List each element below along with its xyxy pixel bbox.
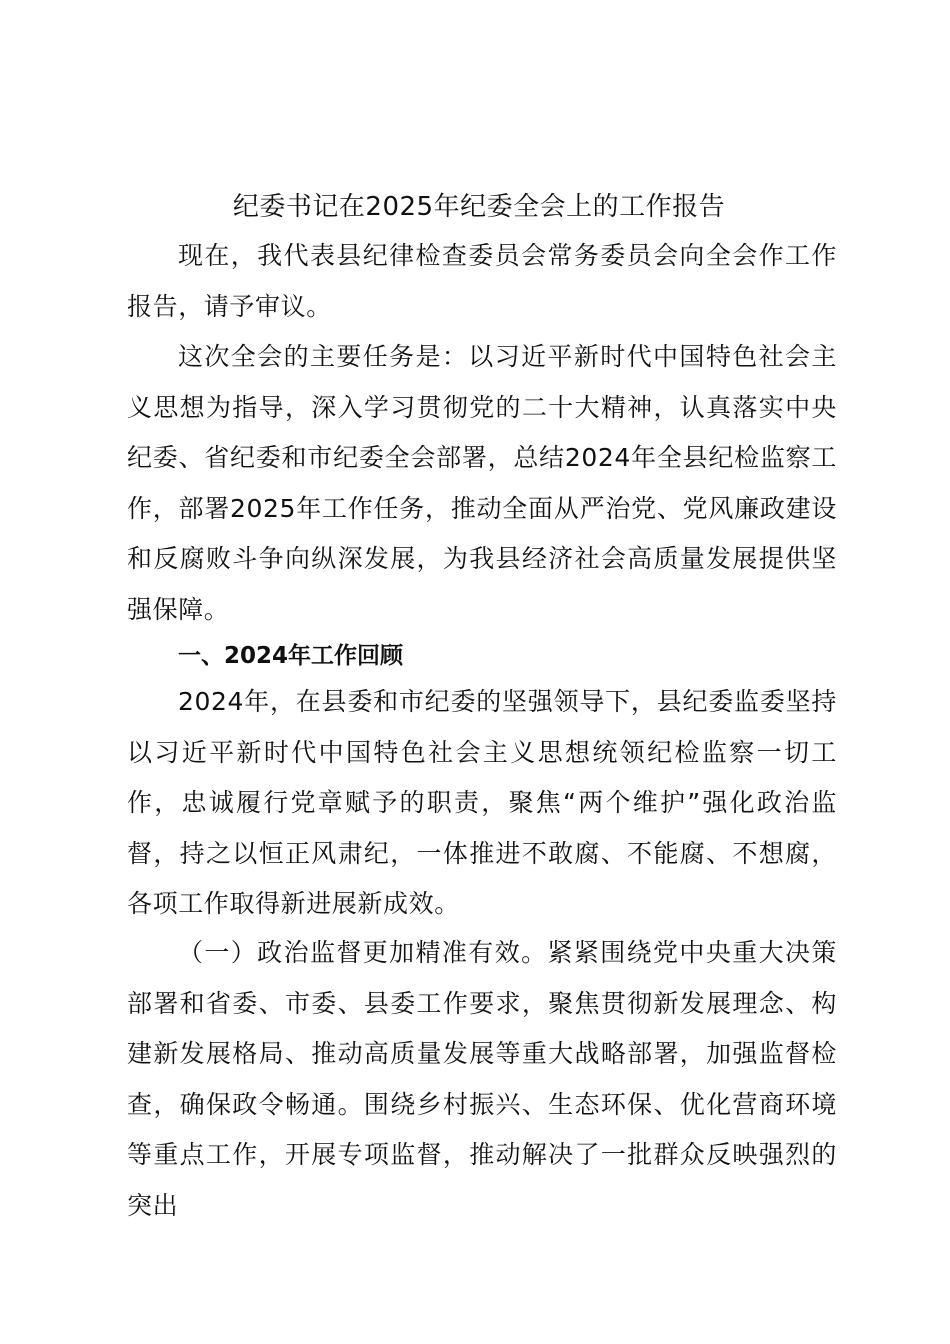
review-summary-paragraph: 2024年，在县委和市纪委的坚强领导下，县纪委监委坚持以习近平新时代中国特色社会主义思想统领纪检监察一切工作，忠诚履行党章赋予的职责，聚焦“两个维护”强化政治监督，持之以恒正风肃纪，一体推进不敢腐、不能腐、不想腐，各项工作取得新进展新成效。 [127, 687, 837, 918]
political-supervision-paragraph: （一）政治监督更加精准有效。紧紧围绕党中央重大决策部署和省委、市委、县委工作要求，聚焦贯彻新发展理念、构建新发展格局、推动高质量发展等重大战略部署，加强监督检查，确保政令畅通。围绕乡村振兴、生态环保、优化营商环境等重点工作，开展专项监督，推动解决了一批群众反映强烈的突出 [127, 938, 837, 1220]
main-task-paragraph: 这次全会的主要任务是：以习近平新时代中国特色社会主义思想为指导，深入学习贯彻党的二十大精神，认真落实中央纪委、省纪委和市纪委全会部署，总结2024年全县纪检监察工作，部署2025年工作任务，推动全面从严治党、党风廉政建设和反腐败斗争向纵深发展，为我县经济社会高质量发展提供坚强保障。 [127, 342, 837, 624]
document-title: 纪委书记在2025年纪委全会上的工作报告 [232, 192, 726, 222]
opening-paragraph: 现在，我代表县纪律检查委员会常务委员会向全会作工作报告，请予审议。 [127, 241, 837, 321]
section-heading: 一、2024年工作回顾 [178, 643, 404, 669]
